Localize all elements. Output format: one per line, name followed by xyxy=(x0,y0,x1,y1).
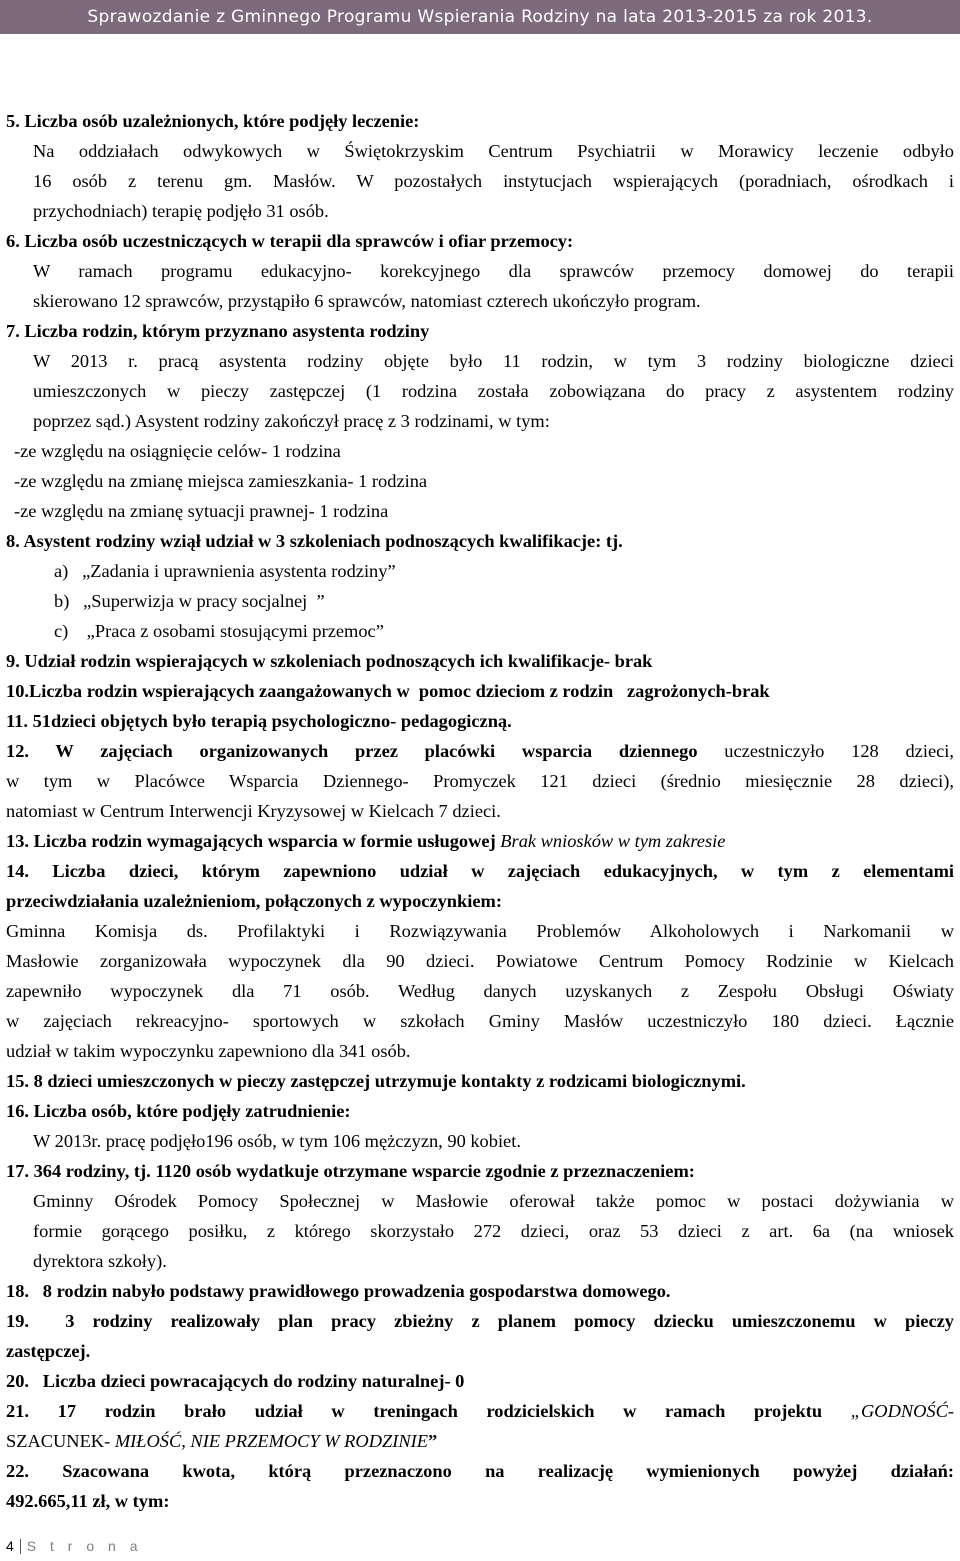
section-5-text: przychodniach) terapię podjęło 31 osób. xyxy=(33,201,329,221)
section-5-text: 16 osób z terenu gm. Masłów. W pozostałych instytucjach wspierających (poradniach, ośrodkach i xyxy=(33,171,954,191)
section-5-text: Na oddziałach odwykowych w Świętokrzyskim Centrum Psychiatrii w Morawicy leczenie odbyło xyxy=(33,141,954,161)
section-7-heading: 7. Liczba rodzin, którym przyznano asystenta rodziny xyxy=(6,321,430,341)
page-header xyxy=(0,0,960,34)
section-22-heading: 492.665,11 zł, w tym: xyxy=(6,1491,170,1511)
project-name-quote: ” xyxy=(427,1431,438,1451)
section-17-text: formie gorącego posiłku, z którego skorzystało 272 dzieci, oraz 53 dzieci z art. 6a (na wniosek xyxy=(33,1221,954,1241)
section-19-heading: 19. 3 rodziny realizowały plan pracy zbieżny z planem pomocy dziecku umieszczonemu w pieczy xyxy=(6,1311,954,1331)
page-footer xyxy=(6,1538,143,1554)
section-5-heading: 5. Liczba osób uzależnionych, które podjęły leczenie: xyxy=(6,111,420,131)
training-item: a) „Zadania i uprawnienia asystenta rodziny” xyxy=(54,561,396,581)
page-number: 4 xyxy=(6,1538,14,1554)
section-7-text: poprzez sąd.) Asystent rodziny zakończył pracę z 3 rodzinami, w tym: xyxy=(33,411,550,431)
section-6-heading: 6. Liczba osób uczestniczących w terapii dla sprawców i ofiar przemocy: xyxy=(6,231,574,251)
section-14-text: Masłowie zorganizowała wypoczynek dla 90 dzieci. Powiatowe Centrum Pomocy Rodzinie w Kielcach xyxy=(6,951,954,971)
section-19-heading: zastępczej. xyxy=(6,1341,91,1361)
section-16-heading: 16. Liczba osób, które podjęły zatrudnienie: xyxy=(6,1101,351,1121)
section-14-text: w zajęciach rekreacyjno- sportowych w szkołach Gminy Masłów uczestniczyło 180 dzieci. Łącznie xyxy=(6,1011,954,1031)
section-12-text: natomiast w Centrum Interwencji Kryzysowej w Kielcach 7 dzieci. xyxy=(6,801,501,821)
document-body xyxy=(6,106,954,1516)
section-7-list-item: -ze względu na zmianę sytuacji prawnej- 1 rodzina xyxy=(14,501,389,521)
project-name: MIŁOŚĆ, NIE PRZEMOCY W RODZINIE xyxy=(110,1431,428,1451)
page-label: S t r o n a xyxy=(26,1538,143,1554)
section-7-text: umieszczonych w pieczy zastępczej (1 rodzina została zobowiązana do pracy z asystentem rodziny xyxy=(33,381,954,401)
header-title: Sprawozdanie z Gminnego Programu Wspierania Rodziny na lata 2013-2015 za rok 2013. xyxy=(87,7,873,27)
section-7-list-item: -ze względu na osiągnięcie celów- 1 rodzina xyxy=(14,441,341,461)
section-22-heading: 22. Szacowana kwota, którą przeznaczono na realizację wymienionych powyżej działań: xyxy=(6,1461,954,1481)
section-14-text: zapewniło wypoczynek dla 71 osób. Według danych uzyskanych z Zespołu Obsługi Oświaty xyxy=(6,981,954,1001)
section-9-heading: 9. Udział rodzin wspierających w szkoleniach podnoszących ich kwalifikacje- brak xyxy=(6,651,653,671)
section-13-heading: 13. Liczba rodzin wymagających wsparcia w formie usługowej xyxy=(6,831,496,851)
section-20-heading: 20. Liczba dzieci powracających do rodziny naturalnej- 0 xyxy=(6,1371,465,1391)
section-15-heading: 15. 8 dzieci umieszczonych w pieczy zastępczej utrzymuje kontakty z rodzicami biologicznymi. xyxy=(6,1071,746,1091)
section-6-text: W ramach programu edukacyjno- korekcyjnego dla sprawców przemocy domowej do terapii xyxy=(33,261,954,281)
section-12-heading: 12. W zajęciach organizowanych przez placówki wsparcia dziennego xyxy=(6,741,698,761)
section-8-heading: 8. Asystent rodziny wziął udział w 3 szkoleniach podnoszących kwalifikacje: tj. xyxy=(6,531,623,551)
training-item: c) „Praca z osobami stosującymi przemoc” xyxy=(54,621,384,641)
footer-divider xyxy=(20,1539,21,1554)
section-7-text: W 2013 r. pracą asystenta rodziny objęte było 11 rodzin, w tym 3 rodziny biologiczne dzieci xyxy=(33,351,954,371)
section-10-heading: 10.Liczba rodzin wspierających zaangażowanych w pomoc dzieciom z rodzin zagrożonych-brak xyxy=(6,681,770,701)
project-name: „GODNOŚĆ- xyxy=(822,1401,954,1421)
section-17-text: dyrektora szkoły). xyxy=(33,1251,167,1271)
section-14-heading: przeciwdziałania uzależnieniom, połączonych z wypoczynkiem: xyxy=(6,891,502,911)
section-14-text: Gminna Komisja ds. Profilaktyki i Rozwiązywania Problemów Alkoholowych i Narkomanii w xyxy=(6,921,954,941)
section-18-heading: 18. 8 rodzin nabyło podstawy prawidłowego prowadzenia gospodarstwa domowego. xyxy=(6,1281,671,1301)
project-name: SZACUNEK- xyxy=(6,1431,111,1451)
section-13-note: Brak wniosków w tym zakresie xyxy=(495,831,726,851)
section-12-text: uczestniczyło 128 dzieci, xyxy=(697,741,954,761)
section-12-text: w tym w Placówce Wsparcia Dziennego- Promyczek 121 dzieci (średnio miesięcznie 28 dzieci), xyxy=(6,771,954,791)
training-item: b) „Superwizja w pracy socjalnej ” xyxy=(54,591,325,611)
section-14-heading: 14. Liczba dzieci, którym zapewniono udział w zajęciach edukacyjnych, w tym z elementami xyxy=(6,861,954,881)
section-14-text: udział w takim wypoczynku zapewniono dla 341 osób. xyxy=(6,1041,411,1061)
section-7-list-item: -ze względu na zmianę miejsca zamieszkania- 1 rodzina xyxy=(14,471,428,491)
section-17-heading: 17. 364 rodziny, tj. 1120 osób wydatkuje otrzymane wsparcie zgodnie z przeznaczeniem: xyxy=(6,1161,695,1181)
section-11-heading: 11. 51dzieci objętych było terapią psychologiczno- pedagogiczną. xyxy=(6,711,512,731)
section-16-text: W 2013r. pracę podjęło196 osób, w tym 106 mężczyzn, 90 kobiet. xyxy=(33,1131,521,1151)
section-17-text: Gminny Ośrodek Pomocy Społecznej w Masłowie oferował także pomoc w postaci dożywiania w xyxy=(33,1191,954,1211)
section-21-heading: 21. 17 rodzin brało udział w treningach rodzicielskich w ramach projektu xyxy=(6,1401,823,1421)
section-6-text: skierowano 12 sprawców, przystąpiło 6 sprawców, natomiast czterech ukończyło program. xyxy=(33,291,701,311)
